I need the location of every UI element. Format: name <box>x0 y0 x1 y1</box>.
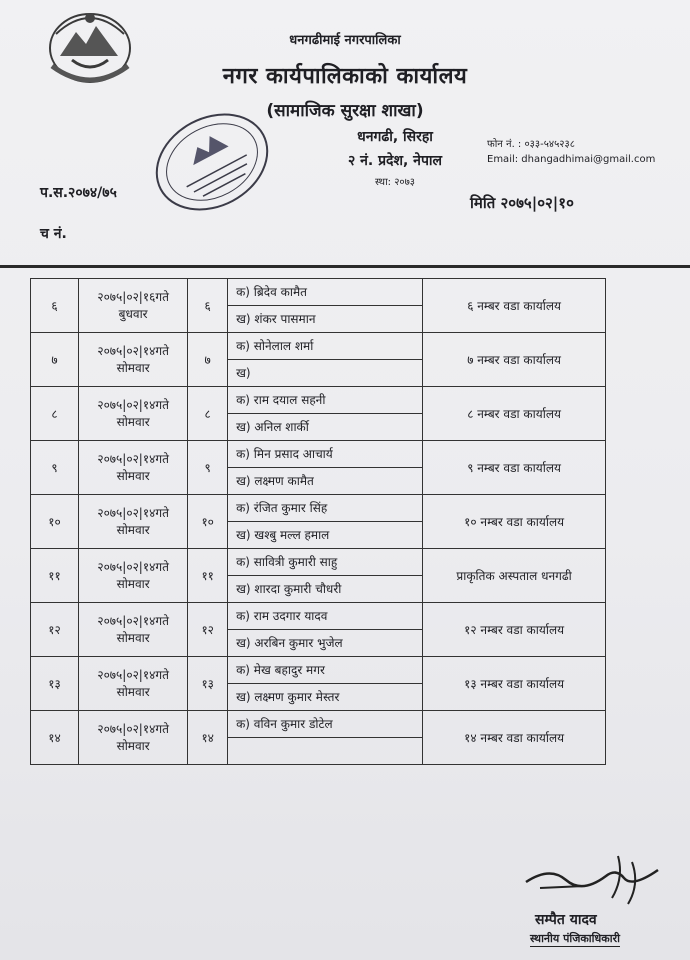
venue-office: १४ नम्बर वडा कार्यालय <box>423 711 606 765</box>
names-cell <box>228 495 423 549</box>
appointment-date <box>79 495 188 549</box>
name-entry-kha: ख) अरबिन कुमार भुजेल <box>228 629 422 656</box>
appointment-weekday: सोमवार <box>116 576 150 591</box>
ward-number: ७ <box>188 333 228 387</box>
venue-office: ६ नम्बर वडा कार्यालय <box>423 279 606 333</box>
office-title: नगर कार्यपालिकाको कार्यालय <box>222 64 468 89</box>
name-entry-kha: ख) खश्बु मल्ल हमाल <box>228 521 422 548</box>
name-entry-ka: क) वविन कुमार डोटेल <box>236 717 333 731</box>
appointment-date-value: २०७५|०२|१४गते <box>97 721 169 736</box>
office-stamp-icon <box>148 98 276 226</box>
name-entry-ka: क) ब्रिदेव कामैत <box>236 285 307 299</box>
phone-number: फोन नं. : ०३३-५४५२३८ <box>487 139 575 150</box>
serial-number: १४ <box>31 711 79 765</box>
appointment-date <box>79 387 188 441</box>
serial-number: ६ <box>31 279 79 333</box>
ward-number: १० <box>188 495 228 549</box>
appointment-date-value: २०७५|०२|१६गते <box>97 289 169 304</box>
ward-number: ८ <box>188 387 228 441</box>
venue-office: ९ नम्बर वडा कार्यालय <box>423 441 606 495</box>
names-cell <box>228 441 423 495</box>
venue-office: ८ नम्बर वडा कार्यालय <box>423 387 606 441</box>
appointment-weekday: सोमवार <box>116 360 150 375</box>
appointment-date <box>79 279 188 333</box>
name-entry-ka: क) रंजित कुमार सिंह <box>236 501 328 515</box>
appointment-weekday: सोमवार <box>116 468 150 483</box>
ward-number: ९ <box>188 441 228 495</box>
appointment-date <box>79 333 188 387</box>
name-entry-kha: ख) लक्ष्मण कामैत <box>228 467 422 494</box>
appointment-date-value: २०७५|०२|१४गते <box>97 559 169 574</box>
table-row <box>31 549 606 603</box>
appointment-table-body <box>31 279 606 765</box>
table-row <box>31 333 606 387</box>
venue-office: प्राकृतिक अस्पताल धनगढी <box>423 549 606 603</box>
serial-number: ८ <box>31 387 79 441</box>
venue-office: १३ नम्बर वडा कार्यालय <box>423 657 606 711</box>
address-line-2: २ नं. प्रदेश, नेपाल <box>347 153 443 169</box>
name-entry-kha: ख) अनिल शार्की <box>228 413 422 440</box>
table-row <box>31 387 606 441</box>
venue-office: १० नम्बर वडा कार्यालय <box>423 495 606 549</box>
appointment-date <box>79 711 188 765</box>
name-entry-kha <box>228 737 422 764</box>
appointment-weekday: सोमवार <box>116 738 150 753</box>
venue-office: १२ नम्बर वडा कार्यालय <box>423 603 606 657</box>
name-entry-ka: क) सावित्री कुमारी साहु <box>236 555 338 569</box>
names-cell <box>228 603 423 657</box>
appointment-date <box>79 549 188 603</box>
names-cell <box>228 711 423 765</box>
table-row <box>31 495 606 549</box>
letter-date: मिति २०७५|०२|१० <box>470 194 574 212</box>
venue-office: ७ नम्बर वडा कार्यालय <box>423 333 606 387</box>
reference-number: प.स.२०७४/७५ <box>40 185 117 201</box>
name-entry-kha: ख) लक्ष्मण कुमार मेस्तर <box>228 683 422 710</box>
serial-number: ९ <box>31 441 79 495</box>
appointment-date-value: २०७५|०२|१४गते <box>97 613 169 628</box>
appointment-date-value: २०७५|०२|१४गते <box>97 505 169 520</box>
branch-name: (सामाजिक सुरक्षा शाखा) <box>266 101 424 121</box>
table-row <box>31 279 606 333</box>
header-divider <box>0 265 690 268</box>
appointment-date <box>79 603 188 657</box>
serial-number: १२ <box>31 603 79 657</box>
names-cell <box>228 387 423 441</box>
appointment-date-value: २०७५|०२|१४गते <box>97 397 169 412</box>
appointment-date-value: २०७५|०२|१४गते <box>97 667 169 682</box>
names-cell <box>228 333 423 387</box>
appointment-weekday: सोमवार <box>116 684 150 699</box>
name-entry-kha: ख) शंकर पासमान <box>228 305 422 332</box>
ward-number: १३ <box>188 657 228 711</box>
ward-number: १२ <box>188 603 228 657</box>
table-row <box>31 711 606 765</box>
name-entry-ka: क) मेख बहादुर मगर <box>236 663 325 677</box>
table-row <box>31 657 606 711</box>
names-cell <box>228 279 423 333</box>
email-address: Email: dhangadhimai@gmail.com <box>487 154 656 165</box>
name-entry-ka: क) सोनेलाल शर्मा <box>236 339 314 353</box>
address-line-1: धनगढी, सिरहा <box>357 129 433 145</box>
appointment-weekday: बुधवार <box>118 306 148 321</box>
appointment-weekday: सोमवार <box>116 522 150 537</box>
name-entry-ka: क) राम दयाल सहनी <box>236 393 326 407</box>
appointment-date <box>79 441 188 495</box>
table-row <box>31 603 606 657</box>
name-entry-kha: ख) शारदा कुमारी चौधरी <box>228 575 422 602</box>
appointment-weekday: सोमवार <box>116 414 150 429</box>
municipality-name: धनगढीमाई नगरपालिका <box>289 33 401 48</box>
appointment-weekday: सोमवार <box>116 630 150 645</box>
serial-number: १० <box>31 495 79 549</box>
serial-number: १३ <box>31 657 79 711</box>
appointment-date-value: २०७५|०२|१४गते <box>97 343 169 358</box>
ward-number: ६ <box>188 279 228 333</box>
serial-number: ११ <box>31 549 79 603</box>
appointment-table <box>30 278 606 765</box>
dispatch-number: च नं. <box>40 226 67 242</box>
names-cell <box>228 657 423 711</box>
ward-number: १४ <box>188 711 228 765</box>
name-entry-ka: क) मिन प्रसाद आचार्य <box>236 447 333 461</box>
signatory-name: सम्पैत यादव <box>535 912 597 928</box>
appointment-date-value: २०७५|०२|१४गते <box>97 451 169 466</box>
signatory-title: स्थानीय पंजिकाधिकारी <box>530 932 620 945</box>
appointment-date <box>79 657 188 711</box>
name-entry-kha: ख) <box>228 359 422 386</box>
table-row <box>31 441 606 495</box>
established-year: स्था: २०७३ <box>374 177 416 188</box>
names-cell <box>228 549 423 603</box>
name-entry-ka: क) राम उदगार यादव <box>236 609 328 623</box>
ward-number: ११ <box>188 549 228 603</box>
serial-number: ७ <box>31 333 79 387</box>
signature-mark-icon <box>520 848 670 912</box>
